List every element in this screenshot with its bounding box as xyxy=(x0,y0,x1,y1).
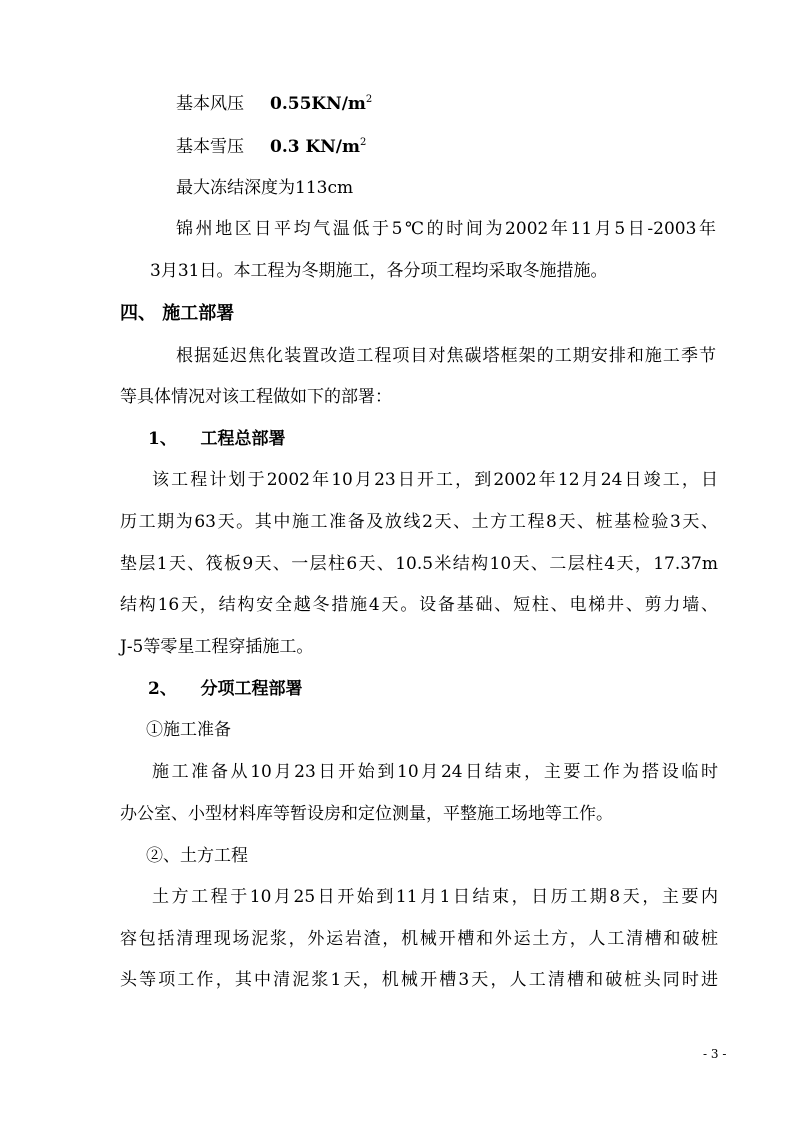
page-number: - 3 - xyxy=(703,1047,727,1061)
snow-pressure-value: 0.3 KN/m xyxy=(270,137,361,157)
wind-pressure-label: 基本风压 xyxy=(176,94,244,114)
item-prep-line-1: 施工准备从10月23日开始到10月24日结束，主要工作为搭设临时 xyxy=(152,762,718,782)
wind-pressure-line xyxy=(176,92,372,116)
item-prep-title: ①施工准备 xyxy=(146,720,231,740)
snow-pressure-line xyxy=(176,135,366,159)
section-intro-line-2: 等具体情况对该工程做如下的部署： xyxy=(120,387,392,407)
snow-pressure-label: 基本雪压 xyxy=(176,137,244,157)
item-earthwork-line-1: 土方工程于10月25日开始到11月1日结束，日历工期8天，主要内 xyxy=(152,887,718,907)
subsection-heading-itemized: 2、 分项工程部署 xyxy=(148,679,303,699)
overall-line-5: J-5等零星工程穿插施工。 xyxy=(120,637,314,657)
item-earthwork-line-3: 头等项工作，其中清泥浆1天，机械开槽3天，人工清槽和破桩头同时进 xyxy=(120,970,718,990)
wind-pressure-value: 0.55KN/m xyxy=(270,94,366,114)
item-prep-line-2: 办公室、小型材料库等暂设房和定位测量，平整施工场地等工作。 xyxy=(120,804,613,824)
overall-line-3: 垫层1天、筏板9天、一层柱6天、10.5米结构10天、二层柱4天，17.37m xyxy=(120,554,718,574)
overall-line-1: 该工程计划于2002年10月23日开工，到2002年12月24日竣工，日 xyxy=(152,470,718,490)
temperature-line-2: 3月31日。本工程为冬期施工，各分项工程均采取冬施措施。 xyxy=(150,261,608,281)
section-heading-deployment: 四、 施工部署 xyxy=(120,303,235,324)
temperature-line-1: 锦州地区日平均气温低于5℃的时间为2002年11月5日-2003年 xyxy=(176,219,716,239)
item-earthwork-title: ②、土方工程 xyxy=(146,846,248,866)
wind-pressure-exponent: 2 xyxy=(365,94,373,105)
overall-line-4: 结构16天，结构安全越冬措施4天。设备基础、短柱、电梯井、剪力墙、 xyxy=(120,595,718,615)
subsection-heading-overall: 1、 工程总部署 xyxy=(148,429,286,449)
section-intro-line-1: 根据延迟焦化装置改造工程项目对焦碳塔框架的工期安排和施工季节 xyxy=(176,346,716,366)
snow-pressure-exponent: 2 xyxy=(360,137,367,148)
frost-depth-line: 最大冻结深度为113cm xyxy=(176,178,354,198)
item-earthwork-line-2: 容包括清理现场泥浆，外运岩渣，机械开槽和外运土方，人工清槽和破桩 xyxy=(120,929,718,949)
overall-line-2: 历工期为63天。其中施工准备及放线2天、土方工程8天、桩基检验3天、 xyxy=(120,512,718,532)
